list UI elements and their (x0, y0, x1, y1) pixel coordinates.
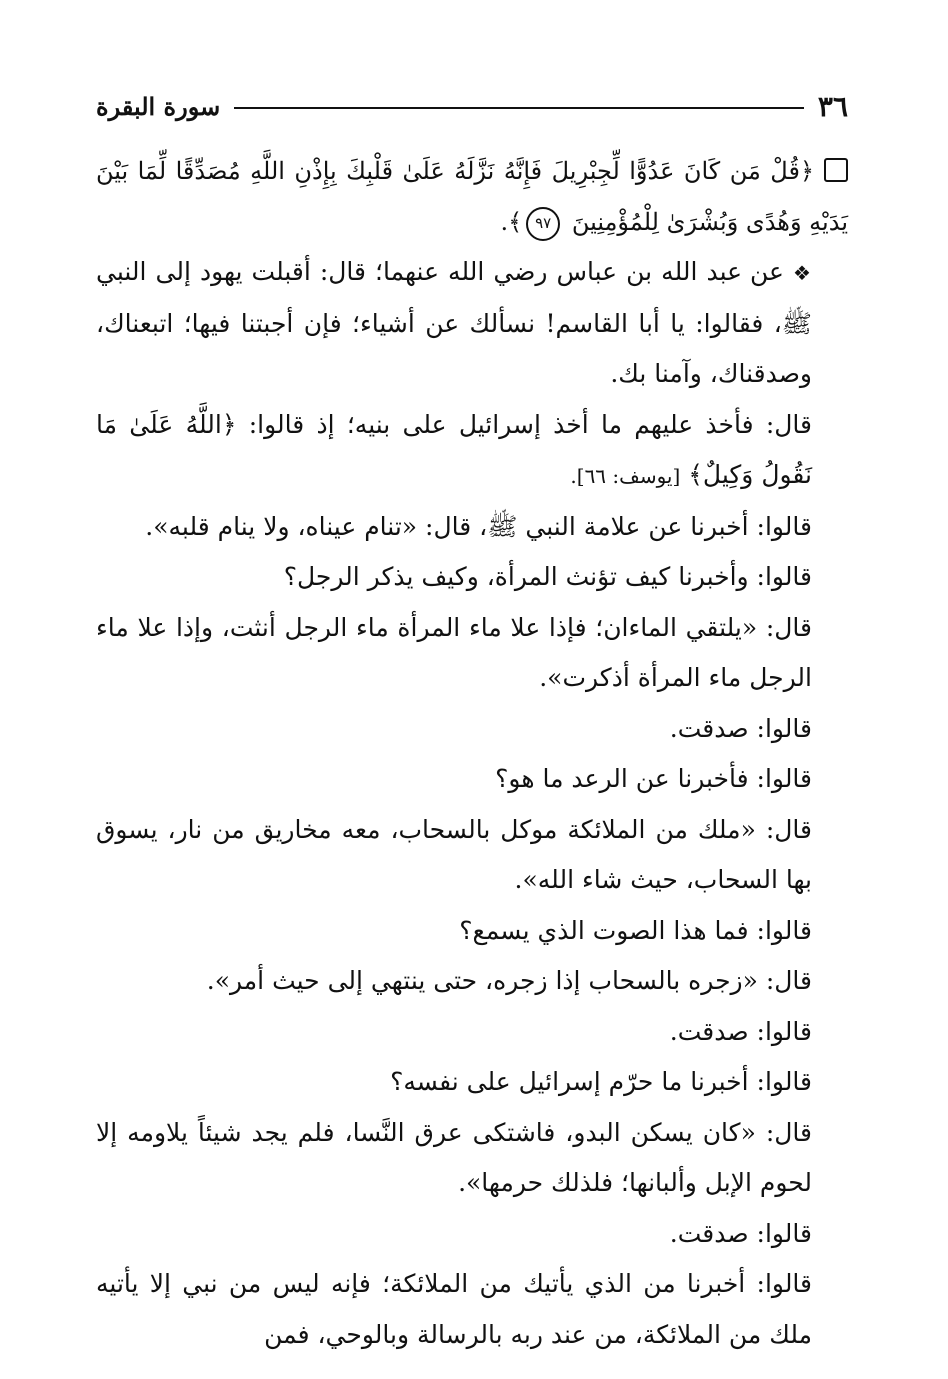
paragraph-10: قال: «زجره بالسحاب إذا زجره، حتى ينتهي إلى حيث أمر». (206, 966, 812, 995)
diamond-bullet-icon: ❖ (792, 261, 812, 285)
paragraph-2 (96, 400, 848, 502)
page-body (96, 146, 848, 1360)
paragraph-11: قالوا: صدقت. (669, 1016, 812, 1046)
paragraph-9: قالوا: فما هذا الصوت الذي يسمع؟ (459, 915, 812, 945)
paragraph-3: قالوا: أخبرنا عن علامة النبي ﷺ، قال: «تنام عيناه، ولا ينام قلبه». (145, 511, 812, 541)
verse-closing: ﴾. (500, 207, 523, 236)
paragraph-14: قالوا: صدقت. (669, 1218, 812, 1248)
paragraph-2-text: قال: فأخذ عليهم ما أخذ إسرائيل على بنيه؛ إذ قالوا: ﴿اللَّهُ عَلَىٰ مَا نَقُولُ وَكِيلٌ﴾ (96, 409, 812, 489)
hadith-intro-paragraph (96, 247, 848, 400)
paragraph-12: قالوا: أخبرنا ما حرّم إسرائيل على نفسه؟ (390, 1067, 812, 1096)
paragraph-6: قالوا: صدقت. (669, 713, 812, 743)
header-rule (234, 107, 804, 109)
surah-title: سورة البقرة (96, 91, 221, 121)
paragraph-15: قالوا: أخبرنا من الذي يأتيك من الملائكة؛ فإنه ليس من نبي إلا يأتيه ملك من الملائكة، من عند ربه بالرسالة وبالوحي، فمن (96, 1269, 812, 1349)
paragraph-5: قال: «يلتقي الماءان؛ فإذا علا ماء المرأة ماء الرجل أنثت، وإذا علا ماء الرجل ماء المرأة أذكرت». (96, 612, 812, 692)
paragraph-4: قالوا: وأخبرنا كيف تؤنث المرأة، وكيف يذكر الرجل؟ (283, 562, 812, 591)
quran-verse (96, 146, 848, 247)
paragraph-7: قالوا: فأخبرنا عن الرعد ما هو؟ (495, 764, 812, 793)
square-bullet-icon (824, 158, 848, 182)
paragraph-13: قال: «كان يسكن البدو، فاشتكى عرق النَّسا، فلم يجد شيئاً يلاومه إلا لحوم الإبل وألبانها؛ فلذلك حرمها». (96, 1117, 812, 1197)
page-number: ٣٦ (817, 89, 848, 123)
quran-reference: [يوسف: ٦٦]. (570, 464, 681, 488)
ayah-number-badge: ٩٧ (526, 207, 560, 241)
verse-text: ﴿قُلْ مَن كَانَ عَدُوًّا لِّجِبْرِيلَ فَإِنَّهُ نَزَّلَهُ عَلَىٰ قَلْبِكَ بِإِذْنِ اللَّهِ مُصَدِّقًا لِّمَا بَيْنَ يَدَيْهِ وَهُدًى وَبُشْرَىٰ لِلْمُؤْمِنِينَ (96, 157, 848, 236)
page-header (96, 86, 848, 126)
hadith-intro-text: عن عبد الله بن عباس رضي الله عنهما؛ قال: أقبلت يهود إلى النبي ﷺ، فقالوا: يا أبا القاسم! نسألك عن أشياء؛ فإن أجبتنا فيها؛ اتبعناك، وصدقناك، وآمنا بك. (96, 257, 812, 388)
paragraph-8: قال: «ملك من الملائكة موكل بالسحاب، معه مخاريق من نار، يسوق بها السحاب، حيث شاء الله». (96, 814, 812, 894)
